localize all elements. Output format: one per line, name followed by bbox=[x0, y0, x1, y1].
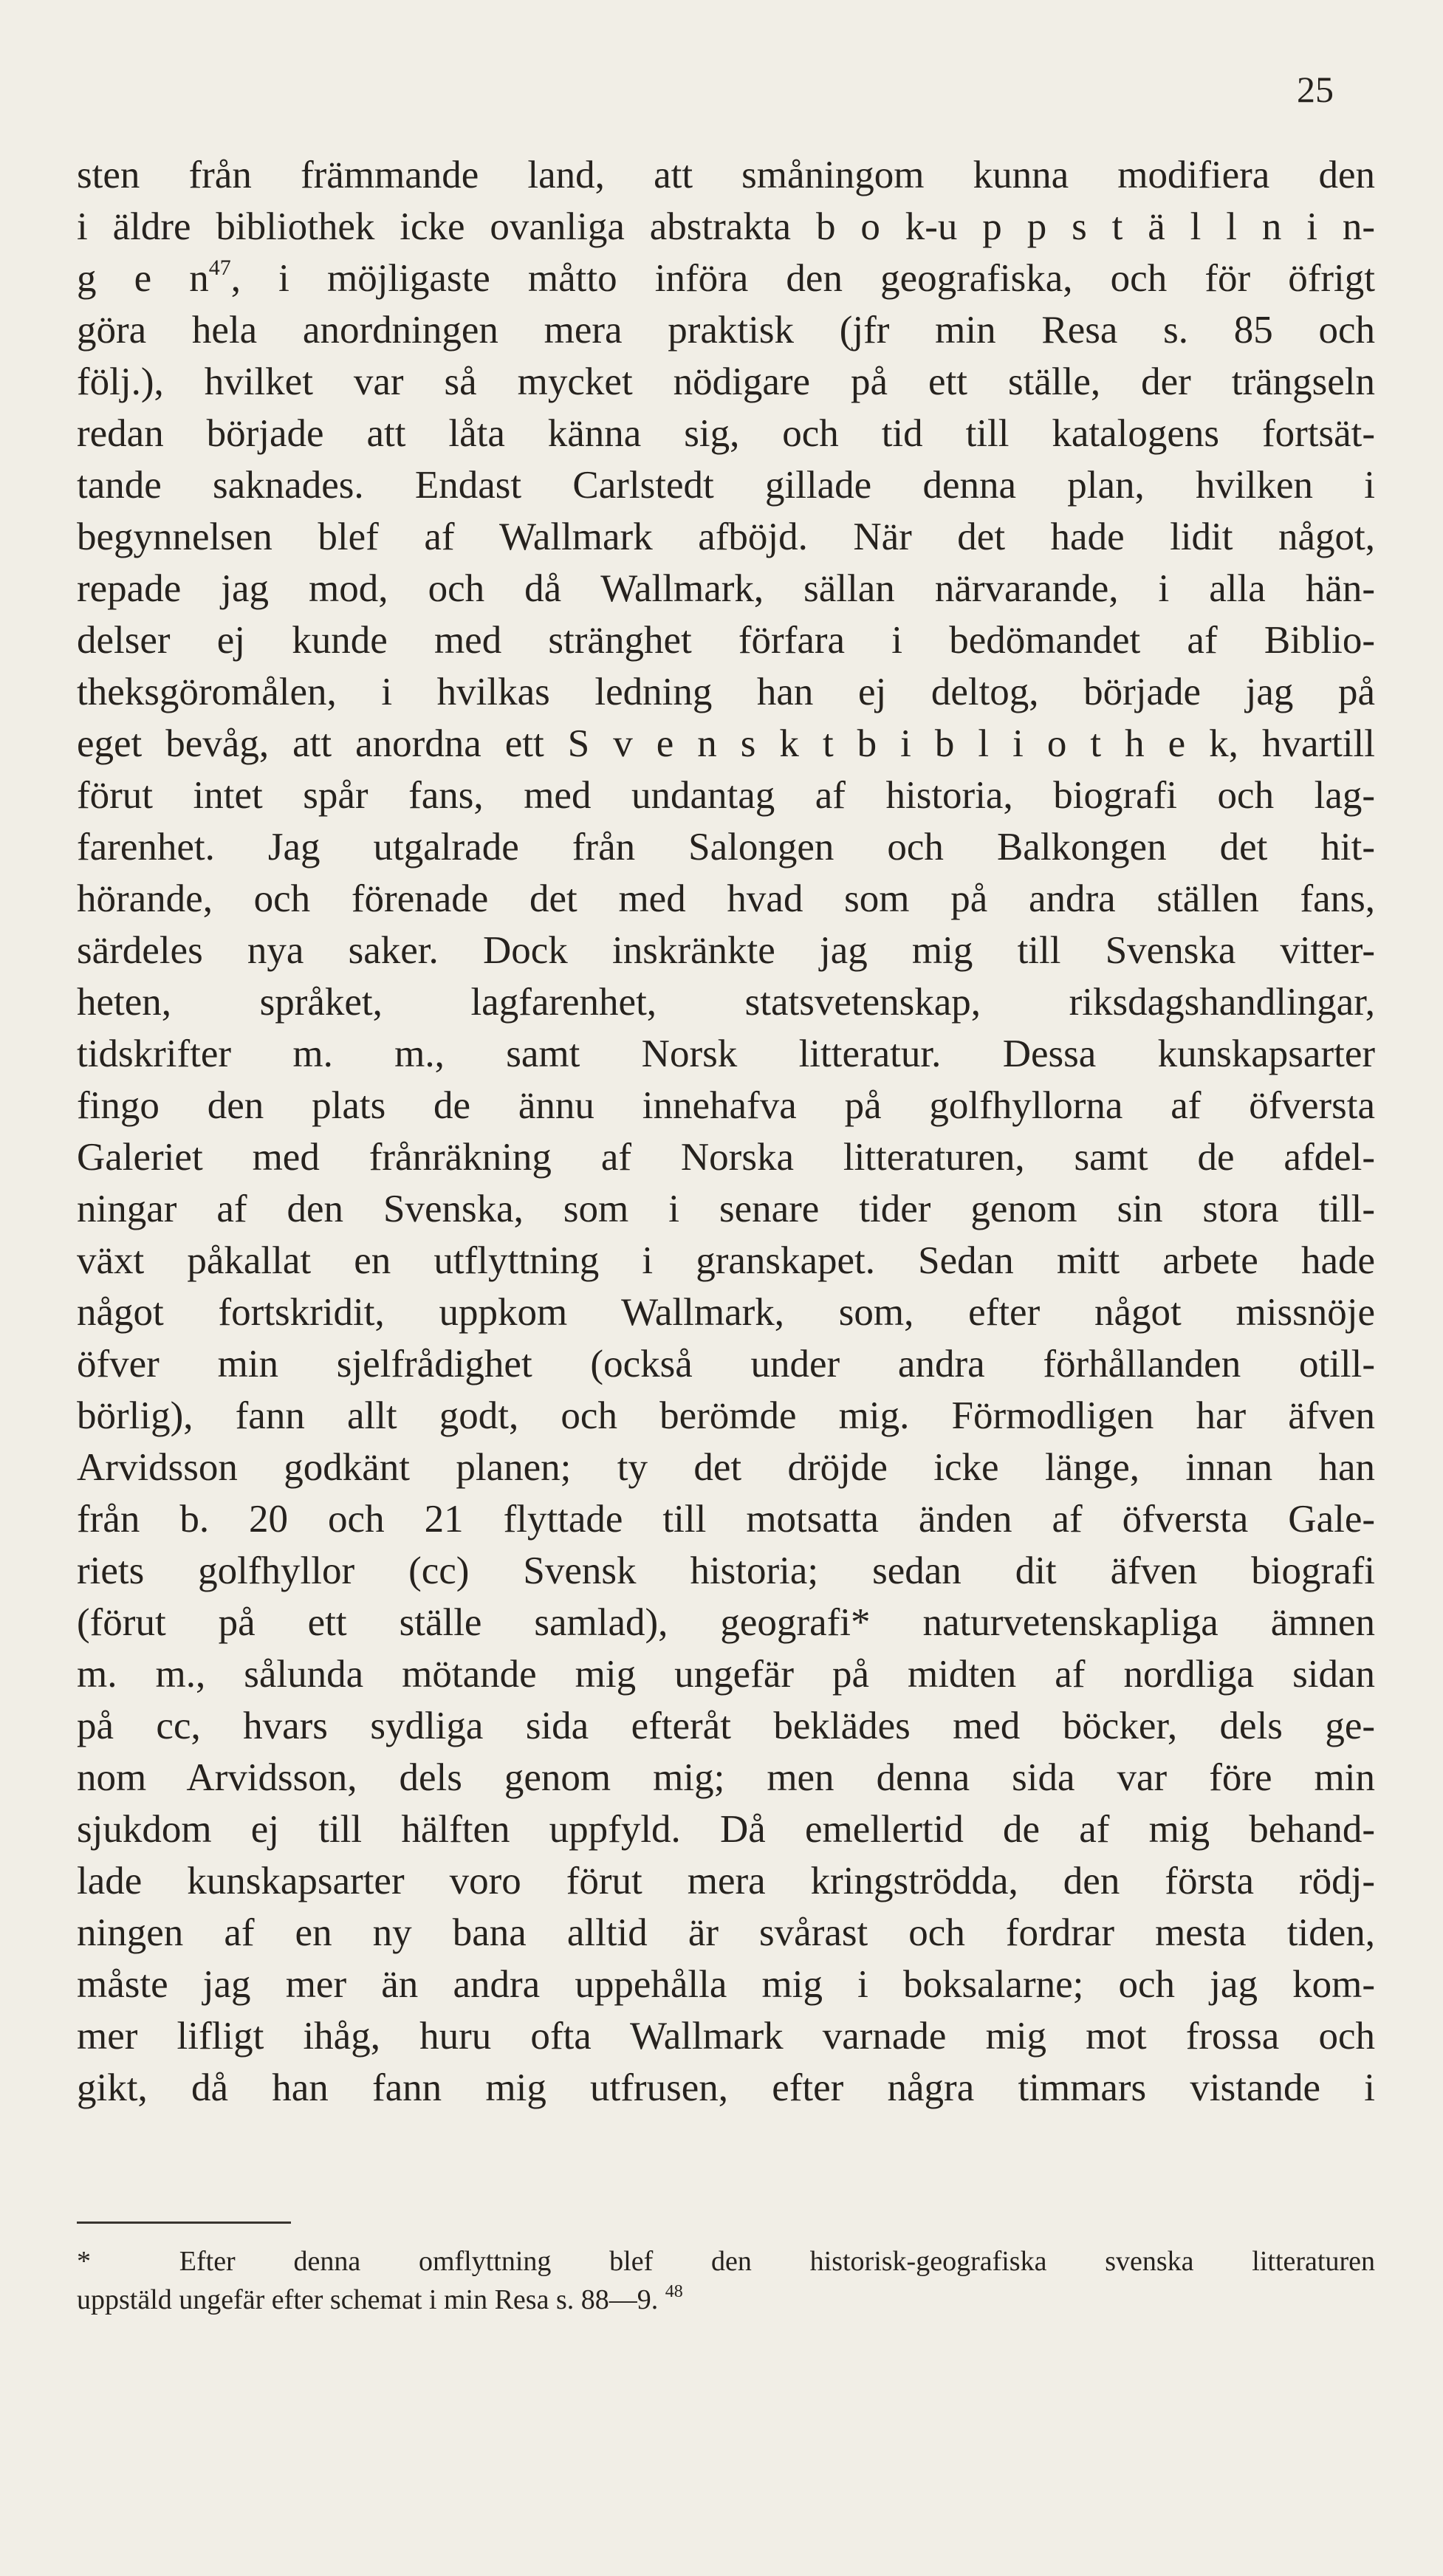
text-line: särdeles nya saker. Dock inskränkte jag mig till Svenska vitter- bbox=[77, 929, 1375, 972]
text-line: theksgöromålen, i hvilkas ledning han ej deltog, började jag på bbox=[77, 671, 1375, 713]
text-line: tidskrifter m. m., samt Norsk litteratur. Dessa kunskapsarter bbox=[77, 1032, 1375, 1075]
text-line: sten från främmande land, att småningom kunna modifiera den bbox=[77, 154, 1375, 196]
text-line: sjukdom ej till hälften uppfyld. Då emellertid de af mig behand- bbox=[77, 1808, 1375, 1851]
footnote-line bbox=[77, 2242, 1375, 2281]
text-line: Galeriet med frånräkning af Norska litteraturen, samt de afdel- bbox=[77, 1136, 1375, 1179]
note-reference: 47 bbox=[208, 256, 231, 280]
text-line: riets golfhyllor (cc) Svensk historia; sedan dit äfven biografi bbox=[77, 1549, 1375, 1592]
text-line: göra hela anordningen mera praktisk (jfr min Resa s. 85 och bbox=[77, 309, 1375, 352]
text-line: fingo den plats de ännu innehafva på golfhyllorna af öfversta bbox=[77, 1084, 1375, 1127]
footnote-text: uppstäld ungefär efter schemat i min Resa s. 88—9. bbox=[77, 2284, 659, 2315]
text-line: mer lifligt ihåg, huru ofta Wallmark varnade mig mot frossa och bbox=[77, 2015, 1375, 2058]
text-line: repade jag mod, och då Wallmark, sällan närvarande, i alla hän- bbox=[77, 567, 1375, 610]
text-line: nom Arvidsson, dels genom mig; men denna sida var före min bbox=[77, 1756, 1375, 1799]
text-fragment: eget bevåg, att anordna ett bbox=[77, 722, 544, 765]
text-line: ningar af den Svenska, som i senare tider genom sin stora till- bbox=[77, 1188, 1375, 1230]
text-line: redan började att låta känna sig, och tid till katalogens fortsät- bbox=[77, 412, 1375, 455]
spaced-emphasis: S v e n s k t b i b l i o t h e k, bbox=[567, 722, 1238, 765]
footnote-text: Efter denna omflyttning blef den historisk-geografiska svenska litteraturen bbox=[179, 2246, 1375, 2277]
text-line: ningen af en ny bana alltid är svårast och fordrar mesta tiden, bbox=[77, 1911, 1375, 1954]
text-line: börlig), fann allt godt, och berömde mig. Förmodligen har äfven bbox=[77, 1394, 1375, 1437]
text-line: måste jag mer än andra uppehålla mig i boksalarne; och jag kom- bbox=[77, 1963, 1375, 2006]
text-line bbox=[77, 201, 1375, 253]
spaced-emphasis: b o k-u p p s t ä l l n i n- bbox=[815, 205, 1375, 248]
text-line: förut intet spår fans, med undantag af historia, biografi och lag- bbox=[77, 774, 1375, 817]
text-line: lade kunskapsarter voro förut mera kringströdda, den första rödj- bbox=[77, 1860, 1375, 1902]
text-line: hörande, och förenade det med hvad som på andra ställen fans, bbox=[77, 877, 1375, 920]
footnote-rule bbox=[77, 2222, 291, 2224]
text-line: Arvidsson godkänt planen; ty det dröjde icke länge, innan han bbox=[77, 1446, 1375, 1489]
text-fragment: hvartill bbox=[1261, 722, 1376, 765]
text-fragment: g e n bbox=[77, 257, 209, 300]
page-number: 25 bbox=[1297, 69, 1334, 110]
text-line: (förut på ett ställe samlad), geografi* naturvetenskapliga ämnen bbox=[77, 1601, 1375, 1644]
text-line: heten, språket, lagfarenhet, statsvetenskap, riksdagshandlingar, bbox=[77, 981, 1375, 1024]
text-line: delser ej kunde med stränghet förfara i bedömandet af Biblio- bbox=[77, 619, 1375, 662]
text-line: på cc, hvars sydliga sida efteråt beklädes med böcker, dels ge- bbox=[77, 1705, 1375, 1747]
text-line: växt påkallat en utflyttning i granskapet. Sedan mitt arbete hade bbox=[77, 1239, 1375, 1282]
text-fragment: , i möjligaste måtto införa den geografiska, och för öfrigt bbox=[230, 257, 1375, 300]
text-line: farenhet. Jag utgalrade från Salongen och Balkongen det hit- bbox=[77, 826, 1375, 869]
text-line: öfver min sjelfrådighet (också under andra förhållanden otill- bbox=[77, 1343, 1375, 1385]
note-reference: 48 bbox=[665, 2282, 683, 2301]
footnote-line bbox=[77, 2281, 1375, 2319]
text-line bbox=[77, 253, 1375, 304]
text-fragment: i äldre bibliothek icke ovanliga abstrakta bbox=[77, 205, 792, 248]
text-line: m. m., sålunda mötande mig ungefär på midten af nordliga sidan bbox=[77, 1653, 1375, 1696]
text-line: från b. 20 och 21 flyttade till motsatta änden af öfversta Gale- bbox=[77, 1498, 1375, 1541]
text-line: gikt, då han fann mig utfrusen, efter några timmars vistande i bbox=[77, 2066, 1375, 2109]
text-line: något fortskridit, uppkom Wallmark, som, efter något missnöje bbox=[77, 1291, 1375, 1334]
footnote-marker: * bbox=[77, 2246, 91, 2277]
text-line: tande saknades. Endast Carlstedt gillade denna plan, hvilken i bbox=[77, 464, 1375, 507]
text-line: följ.), hvilket var så mycket nödigare på ett ställe, der trängseln bbox=[77, 360, 1375, 403]
text-line bbox=[77, 718, 1375, 770]
text-line: begynnelsen blef af Wallmark afböjd. När det hade lidit något, bbox=[77, 515, 1375, 558]
